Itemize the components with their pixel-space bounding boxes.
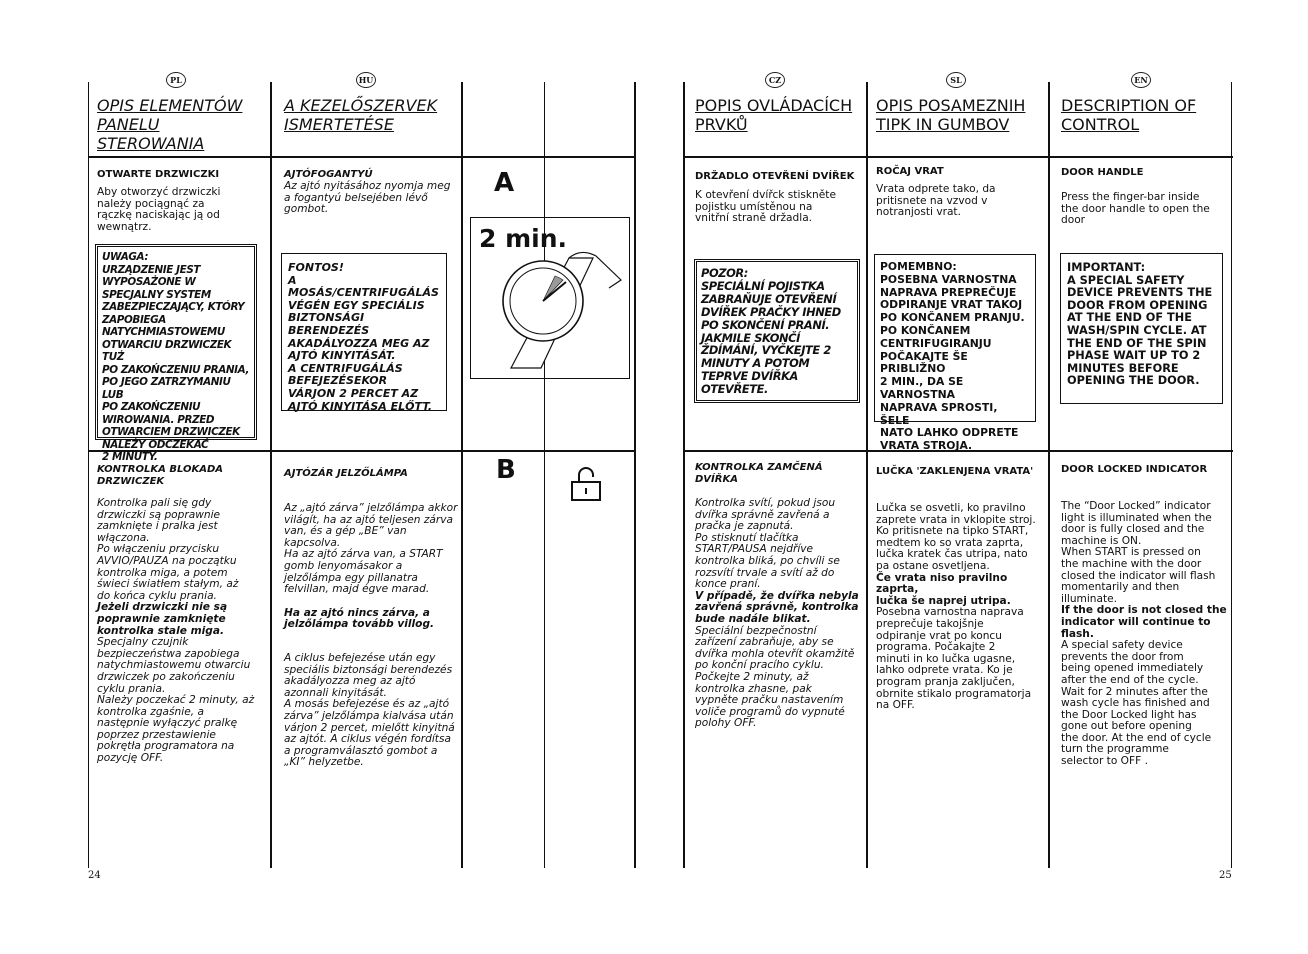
timer-label: 2 min.	[479, 224, 568, 253]
language-badge-pl: PL	[166, 72, 186, 88]
language-badge-hu: HU	[356, 72, 376, 88]
section-title-sl: OPIS POSAMEZNIH TIPK IN GUMBOV	[876, 96, 1026, 134]
door-text-cz: K otevření dvířck stiskněte pojistku umístěnou na vnitřní straně držadla.	[695, 189, 836, 225]
column-rule	[634, 82, 636, 868]
lock-note-sl: Posebna varnostna naprava preprečuje takojšnje odpiranje vrat po koncu programa. Počakajte 2 minuti in ko lučka ugasne, lahko odprete vrata. Ko je program pranja zaključen, obrnite stikalo programatorja na OFF.	[876, 606, 1032, 712]
column-rule	[1048, 82, 1050, 868]
column-rule	[544, 82, 545, 868]
lock-body-sl	[876, 503, 1046, 712]
lock-body-hu	[284, 503, 459, 769]
lock-heading-hu: AJTÓZÁR JELZŐLÁMPA	[284, 468, 408, 479]
door-heading-pl: OTWARTE DRZWICZKI	[97, 169, 220, 180]
door-heading-hu: AJTÓFOGANTYÚ	[284, 169, 373, 180]
lock-warning-cz: V případě, že dvířka nebyla zavřená správně, kontrolka bude nadále blikat.	[695, 589, 859, 625]
timer-illustration	[470, 217, 630, 379]
page-number-right: 25	[1219, 870, 1232, 881]
door-heading-en: DOOR HANDLE	[1061, 167, 1144, 178]
door-text-hu: Az ajtó nyitásához nyomja meg a fogantyú belsejében lévő gombot.	[284, 180, 451, 216]
lock-heading-en: DOOR LOCKED INDICATOR	[1061, 464, 1208, 475]
door-text-en: Press the finger-bar inside the door handle to open the door	[1061, 191, 1210, 227]
figure-label-b: B	[496, 455, 516, 485]
lock-warning-hu: Ha az ajtó nincs zárva, a jelzőlámpa tovább villog.	[284, 606, 435, 631]
row-rule	[683, 156, 1233, 158]
lock-text-sl: Lučka se osvetli, ko pravilno zaprete vrata in vklopite stroj. Ko pritisnete na tipko START, medtem ko so vrata zaprta, lučka kratek čas utripa, nato pa ostane osvetljena.	[876, 502, 1036, 572]
lock-text-hu: Az „ajtó zárva” jelzőlámpa akkor világít, ha az ajtó teljesen zárva van, és a gép „BE” van kapcsolva. Ha az ajtó zárva van, a START gomb lenyomásakor a jelzőlámpa egy pillanatra felvillan, majd égve marad.	[284, 502, 458, 596]
column-rule	[866, 82, 868, 868]
lock-body-pl	[97, 498, 267, 765]
warning-box-en: IMPORTANT: A SPECIAL SAFETY DEVICE PREVENTS THE DOOR FROM OPENING AT THE END OF THE WASH/SPIN CYCLE. AT THE END OF THE SPIN PHASE WAIT UP TO 2 MINUTES BEFORE OPENING THE DOOR.	[1060, 253, 1223, 404]
column-rule	[1231, 82, 1232, 868]
column-rule	[461, 82, 463, 868]
lock-heading-sl: LUČKA 'ZAKLENJENA VRATA'	[876, 466, 1034, 477]
language-badge-cz: CZ	[765, 72, 785, 88]
lock-body-en	[1061, 501, 1229, 768]
warning-box-cz: POZOR: SPECIÁLNÍ POJISTKA ZABRAŇUJE OTEVŘENÍ DVÍŘEK PRAČKY IHNED PO SKONČENÍ PRANÍ. JAKMILE SKONČÍ ŽDÍMÁNÍ, VYČKEJTE 2 MINUTY A POTOM TEPRVE DVÍŘKA OTEVŘETE.	[694, 259, 860, 403]
section-title-en: DESCRIPTION OF CONTROL	[1061, 96, 1197, 134]
lock-note-pl: Specjalny czujnik bezpieczeństwa zapobiega natychmiastowemu otwarciu drzwiczek po zakończeniu cyklu prania. Należy poczekać 2 minuty, aż kontrolka zgaśnie, a następnie wyłączyć pralkę poprzez przestawienie pokrętła programatora na pozycję OFF.	[97, 636, 255, 765]
figure-label-a: A	[494, 168, 515, 198]
door-heading-sl: ROČAJ VRAT	[876, 166, 944, 177]
lock-warning-pl: Jeżeli drzwiczki nie są poprawnie zamknięte kontrolka stale miga.	[97, 601, 228, 637]
lock-warning-en: If the door is not closed the indicator will continue to flash.	[1061, 604, 1227, 640]
padlock-icon	[570, 466, 602, 502]
lock-note-cz: Speciální bezpečnostní zařízení zabraňuje, aby se dvířka mohla otevřít okamžitě po konční pracího cyklu. Počkejte 2 minuty, až kontrolka zhasne, pak vypněte pračku nastavením voliče programů do vypnuté polohy OFF.	[695, 624, 855, 730]
lock-text-cz: Kontrolka svítí, pokud jsou dvířka správně zavřená a pračka je zapnutá. Po stisknutí tlačítka START/PAUSA nejdříve kontrolka bliká, po chvíli se rozsvítí trvale a svítí až do konce praní.	[695, 497, 840, 591]
section-title-cz: POPIS OVLÁDACÍCH PRVKŮ	[695, 96, 853, 134]
lock-body-cz	[695, 498, 865, 730]
lock-warning-sl: Če vrata niso pravilno zaprta, lučka še naprej utripa.	[876, 571, 1011, 607]
section-title-pl: OPIS ELEMENTÓW PANELU STEROWANIA	[97, 96, 243, 153]
lock-heading-cz: KONTROLKA ZAMČENÁ DVÍŘKA	[695, 462, 823, 485]
door-text-sl: Vrata odprete tako, da pritisnete na vzvod v notranjosti vrat.	[876, 183, 996, 219]
lock-note-en: A special safety device prevents the door from being opened immediately after the end of the cycle. Wait for 2 minutes after the wash cycle has finished and the Door Locked light has gone out before opening the door. At the end of cycle turn the programme selector to OFF .	[1061, 639, 1212, 768]
language-badge-sl: SL	[946, 72, 966, 88]
column-rule	[270, 82, 272, 868]
door-text-pl: Aby otworzyć drzwiczki należy pociągnąć za rączkę naciskając ją od wewnątrz.	[97, 186, 221, 233]
language-badge-en: EN	[1131, 72, 1151, 88]
page-number-left: 24	[88, 870, 101, 881]
lock-heading-pl: KONTROLKA BLOKADA DRZWICZEK	[97, 464, 224, 487]
lock-text-en: The “Door Locked” indicator light is illuminated when the door is fully closed and the machine is ON. When START is pressed on the machine with the door closed the indicator will flash momentarily and then illuminate.	[1061, 500, 1216, 605]
watch-icon	[471, 218, 629, 378]
row-rule	[88, 156, 636, 158]
warning-box-hu: FONTOS! A MOSÁS/CENTRIFUGÁLÁS VÉGÉN EGY SPECIÁLIS BIZTONSÁGI BERENDEZÉS AKADÁLYOZZA MEG AZ AJTÓ KINYITÁSÁT. A CENTRIFUGÁLÁS BEFEJEZÉSEKOR VÁRJON 2 PERCET AZ AJTÓ KINYITÁSA ELŐTT.	[281, 253, 447, 411]
lock-text-pl: Kontrolka pali się gdy drzwiczki są poprawnie zamknięte i pralka jest włączona. Po włączeniu przycisku AVVIO/PAUZA na początku kontrolka miga, a potem świeci światłem stałym, aż do końca cyklu prania.	[97, 497, 239, 602]
door-heading-cz: DRŽADLO OTEVŘENÍ DVÍŘEK	[695, 171, 855, 182]
section-title-hu: A KEZELŐSZERVEK ISMERTETÉSE	[284, 96, 438, 134]
column-rule	[88, 82, 89, 868]
column-rule	[683, 82, 685, 868]
warning-box-pl: UWAGA: URZĄDZENIE JEST WYPOSAŻONE W SPECJALNY SYSTEM ZABEZPIECZAJĄCY, KTÓRY ZAPOBIEGA NATYCHMIASTOWEMU OTWARCIU DRZWICZEK TUŻ PO ZAKOŃCZENIU PRANIA, PO JEGO ZATRZYMANIU LUB PO ZAKOŃCZENIU WIROWANIA. PRZED OTWARCIEM DRZWICZEK NALEŻY ODCZEKAĆ 2 MINUTY.	[95, 244, 257, 440]
lock-note-hu: A ciklus befejezése után egy speciális biztonsági berendezés akadályozza meg az ajtó azonnali kinyitását. A mosás befejezése és az „ajtó zárva” jelzőlámpa kialvása után várjon 2 percet, mielőtt kinyitná az ajtót. A ciklus végén fordítsa a programválasztó gombot a „KI” helyzetbe.	[284, 651, 455, 769]
warning-box-sl: POMEMBNO: POSEBNA VARNOSTNA NAPRAVA PREPREČUJE ODPIRANJE VRAT TAKOJ PO KONČANEM PRANJU. PO KONČANEM CENTRIFUGIRANJU POČAKAJTE ŠE PRIBLIŽNO 2 MIN., DA SE VARNOSTNA NAPRAVA SPROSTI, ŠELE NATO LAHKO ODPRETE VRATA STROJA.	[874, 254, 1036, 422]
